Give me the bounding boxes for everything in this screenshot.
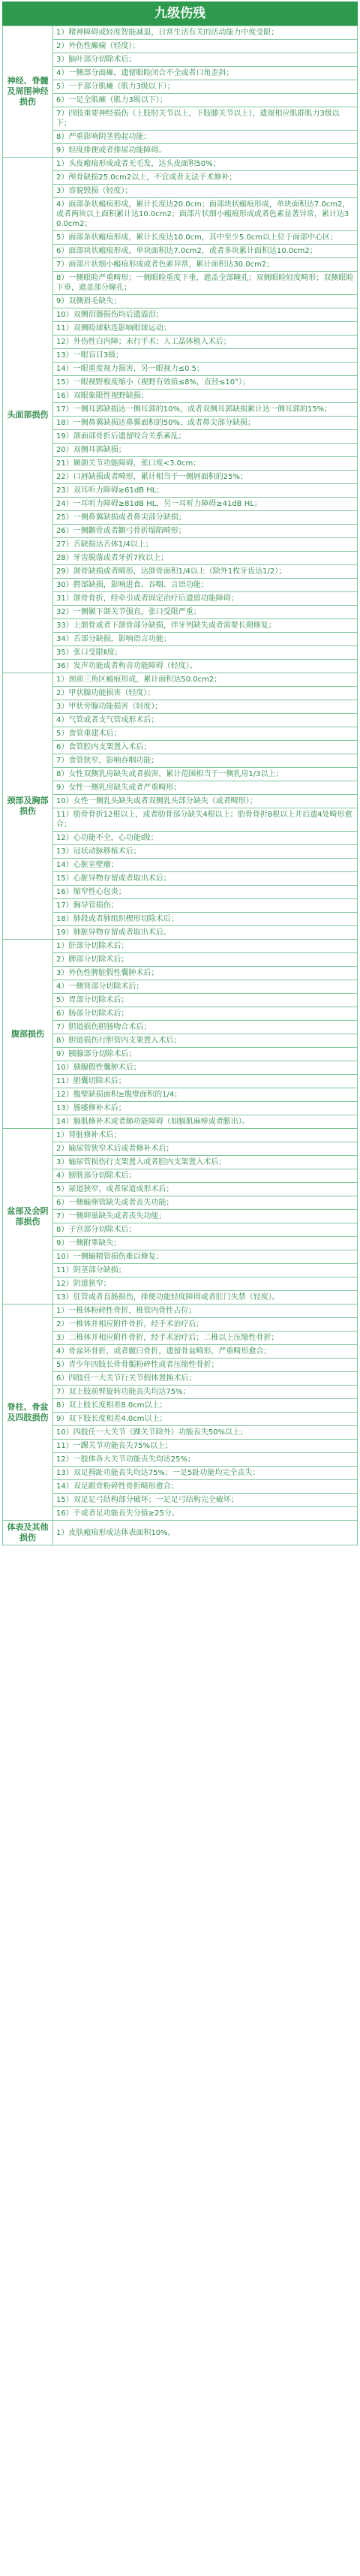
table-row	[3, 525, 358, 538]
table-row	[3, 727, 358, 741]
criteria-item: 14）膈肌修补术或者肺功能障碍（如膈肌麻痹或者膨出）。	[53, 1115, 358, 1129]
table-row	[3, 144, 358, 158]
table-row	[3, 606, 358, 619]
table-row	[3, 808, 358, 832]
table-row	[3, 1210, 358, 1223]
criteria-item: 13）双足拇趾功能丧失均达75%；一足5趾功能均完全丧失；	[53, 1467, 358, 1480]
table-row	[3, 1453, 358, 1467]
criteria-item: 10）双侧泪器损伤均后遗溢泪；	[53, 308, 358, 322]
table-row	[3, 430, 358, 444]
table-row	[3, 859, 358, 872]
table-row	[3, 1318, 358, 1332]
criteria-item: 1）颈前三角区瘢痕形成，累计面积达50.0cm2；	[53, 673, 358, 687]
criteria-item: 10）四肢任一大关节（踝关节除外）功能丧失50%以上；	[53, 1426, 358, 1440]
table-row	[3, 1142, 358, 1156]
criteria-item: 35）张口受限Ⅱ度；	[53, 646, 358, 660]
table-row	[3, 198, 358, 231]
table-row	[3, 471, 358, 484]
table-row	[3, 579, 358, 592]
table-row	[3, 1507, 358, 1521]
criteria-item: 20）双侧耳郭缺损；	[53, 444, 358, 457]
table-row	[3, 1386, 358, 1399]
criteria-item: 3）二椎体并相应附件骨折，经手术治疗后；二椎以上压缩性骨折；	[53, 1332, 358, 1345]
table-row	[3, 67, 358, 80]
criteria-item: 15）双足足弓结构部分破坏；一足足弓结构完全破坏；	[53, 1494, 358, 1507]
criteria-item: 4）一侧部分面瘫，遗留眼睑闭合不全或者口角歪斜；	[53, 67, 358, 80]
table-row	[3, 872, 358, 886]
criteria-item: 17）胸导管损伤；	[53, 899, 358, 913]
criteria-item: 19）肺脏异物存留或者取出术后。	[53, 926, 358, 940]
criteria-item: 23）双耳听力障碍≥61dB HL；	[53, 484, 358, 498]
table-row	[3, 1494, 358, 1507]
criteria-item: 3）甲状旁腺功能损害（轻度）；	[53, 700, 358, 714]
table-row	[3, 1196, 358, 1210]
criteria-item: 32）一侧颞下颌关节强直，张口受限严重；	[53, 606, 358, 619]
criteria-item: 1）肾脏修补术后；	[53, 1129, 358, 1142]
table-row	[3, 457, 358, 471]
criteria-item: 2）输尿管狭窄术后或者修补术后；	[53, 1142, 358, 1156]
table-row	[3, 107, 358, 131]
criteria-item: 11）双侧睑球粘连影响眼球运动；	[53, 322, 358, 336]
table-row	[3, 592, 358, 606]
criteria-item: 16）手或者足功能丧失分值≥25分。	[53, 1507, 358, 1521]
criteria-item: 7）双上肢前臂旋转功能丧失均达75%；	[53, 1386, 358, 1399]
table-row	[3, 1250, 358, 1264]
section-label: 神经、脊髓及周围神经损伤	[3, 26, 53, 158]
table-row	[3, 40, 358, 53]
table-row	[3, 1372, 358, 1386]
table-row	[3, 94, 358, 107]
table-row	[3, 1115, 358, 1129]
table-row	[3, 565, 358, 579]
table-row	[3, 1305, 358, 1318]
table-row	[3, 1277, 358, 1291]
criteria-item: 34）舌部分缺损，影响语言功能；	[53, 633, 358, 646]
criteria-item: 6）四肢任一大关节行关节假体置换术后；	[53, 1372, 358, 1386]
criteria-item: 25）一侧鼻翼缺损或者鼻尖部分缺损；	[53, 511, 358, 525]
criteria-item: 7）食管狭窄，影响吞咽功能；	[53, 754, 358, 768]
table-row	[3, 185, 358, 198]
table-row	[3, 1183, 358, 1196]
criteria-item: 27）舌缺损达舌体1/4以上；	[53, 538, 358, 552]
table-row	[3, 171, 358, 185]
criteria-item: 5）一手部分肌瘫（肌力3级以下）；	[53, 80, 358, 94]
criteria-item: 22）口唇缺损或者畸形，累计相当于一侧唇面积的25%；	[53, 471, 358, 484]
criteria-item: 10）女性一侧乳头缺失或者双侧乳头部分缺失（或者畸形）；	[53, 795, 358, 808]
table-row	[3, 1480, 358, 1494]
criteria-item: 12）腹壁缺损面积≥腹壁面积的1/4；	[53, 1088, 358, 1102]
table-row	[3, 131, 358, 144]
criteria-item: 1）皮肤瘢痕形成达体表面积10%。	[53, 1521, 358, 1545]
criteria-item: 2）甲状腺功能损害（轻度）；	[53, 687, 358, 700]
criteria-item: 21）颞颌关节功能障碍，张口度<3.0cm；	[53, 457, 358, 471]
criteria-item: 24）一耳听力障碍≥81dB HL，另一耳听力障碍≥41dB HL；	[53, 498, 358, 511]
criteria-item: 2）一椎体并相应附件骨折，经手术治疗后；	[53, 1318, 358, 1332]
criteria-item: 10）胰腺假性囊肿术后；	[53, 1061, 358, 1075]
criteria-item: 14）双足跟骨粉碎性骨折畸形愈合；	[53, 1480, 358, 1494]
table-row	[3, 1129, 358, 1142]
criteria-item: 9）一侧附睾缺失；	[53, 1237, 358, 1250]
table-row	[3, 899, 358, 913]
table-row	[3, 1521, 358, 1545]
table-row	[3, 781, 358, 795]
table-row	[3, 1359, 358, 1372]
criteria-item: 3）容貌毁损（轻度）；	[53, 185, 358, 198]
criteria-item: 1）精神障碍或轻度智能减退，日常生活有关的活动能力中度受限；	[53, 26, 358, 40]
criteria-item: 7）四肢重要神经损伤（上肢肘关节以上，下肢膝关节以上），遗留相应肌群肌力3级以下；	[53, 107, 358, 131]
table-row	[3, 913, 358, 926]
table-row	[3, 1264, 358, 1277]
table-row	[3, 886, 358, 899]
criteria-item: 8）子宫部分切除术后；	[53, 1223, 358, 1237]
table-row	[3, 80, 358, 94]
criteria-item: 15）一眼视野极度缩小（视野有效值≤8%，直径≤10°）；	[53, 376, 358, 390]
criteria-item: 13）一眼盲目3级；	[53, 349, 358, 363]
criteria-item: 6）食管腔内支架置入术后；	[53, 741, 358, 754]
table-row	[3, 1021, 358, 1034]
table-row	[3, 754, 358, 768]
table-row	[3, 552, 358, 565]
table-row	[3, 158, 358, 171]
table-row	[3, 484, 358, 498]
criteria-item: 8）双上肢长度相差8.0cm以上；	[53, 1399, 358, 1413]
table-row	[3, 258, 358, 272]
criteria-item: 4）气管或者支气管成形术后；	[53, 714, 358, 727]
table-row	[3, 1061, 358, 1075]
page-title: 九级伤残	[2, 2, 358, 26]
table-row	[3, 1007, 358, 1021]
criteria-item: 8）女性双侧乳房缺失或者损害，累计范围相当于一侧乳房1/3以上；	[53, 768, 358, 781]
table-row	[3, 714, 358, 727]
criteria-item: 31）颌骨骨折，经牵引或者固定治疗后遗留功能障碍；	[53, 592, 358, 606]
section-label: 盆部及会阴部损伤	[3, 1129, 53, 1305]
criteria-item: 28）牙齿脱落或者牙折7枚以上；	[53, 552, 358, 565]
table-row	[3, 845, 358, 859]
table-row	[3, 1088, 358, 1102]
criteria-item: 8）一侧眼睑严重畸形；一侧眼睑重度下垂，遮盖全部瞳孔；双侧眼睑轻度畸形；双侧眼睑下垂，遮盖部分瞳孔；	[53, 272, 358, 295]
table-row	[3, 926, 358, 940]
criteria-item: 12）心功能不全，心功能Ⅰ级；	[53, 832, 358, 845]
table-row	[3, 322, 358, 336]
criteria-item: 14）一眼重度视力损害，另一眼视力≤0.5；	[53, 363, 358, 376]
criteria-item: 1）头皮瘢痕形成或者无毛发，达头皮面积50%；	[53, 158, 358, 171]
criteria-item: 11）肋骨骨折12根以上，或者肋骨部分缺失4根以上；肋骨骨折8根以上并后遗4处畸形愈合；	[53, 808, 358, 832]
section-label: 头面部损伤	[3, 158, 53, 673]
table-row	[3, 994, 358, 1007]
criteria-item: 5）青少年四肢长骨骨骺粉碎性或者压缩性骨折；	[53, 1359, 358, 1372]
criteria-item: 7）胆道损伤胆肠吻合术后；	[53, 1021, 358, 1034]
table-row	[3, 633, 358, 646]
table-row	[3, 673, 358, 687]
table-row	[3, 538, 358, 552]
table-row	[3, 231, 358, 245]
table-row	[3, 376, 358, 390]
criteria-item: 6）一侧输卵管缺失或者丧失功能；	[53, 1196, 358, 1210]
criteria-item: 15）心脏异物存留或者取出术后；	[53, 872, 358, 886]
criteria-item: 16）双眼象限性视野缺损；	[53, 390, 358, 403]
criteria-item: 11）胆囊切除术后；	[53, 1075, 358, 1088]
table-row	[3, 1440, 358, 1453]
table-row	[3, 1467, 358, 1480]
criteria-item: 13）肛管或者直肠损伤，排便功能轻度障碍或者肛门失禁（轻度）。	[53, 1291, 358, 1305]
table-row	[3, 660, 358, 673]
criteria-item: 4）膀胱部分切除术后；	[53, 1169, 358, 1183]
criteria-item: 12）阴道狭窄；	[53, 1277, 358, 1291]
table-row	[3, 1345, 358, 1359]
criteria-item: 36）发声功能或者构音功能障碍（轻度）。	[53, 660, 358, 673]
table-row	[3, 1075, 358, 1088]
criteria-item: 12）外伤性白内障；未行手术；人工晶体植入术后；	[53, 336, 358, 349]
criteria-item: 18）一侧鼻翼缺损达鼻翼面积的50%，或者鼻尖部分缺损；	[53, 417, 358, 430]
table-row	[3, 1048, 358, 1061]
section-label: 脊柱、骨盆及四肢损伤	[3, 1305, 53, 1521]
table-row	[3, 336, 358, 349]
criteria-item: 33）上颌骨或者下颌骨部分缺损，伴牙列缺失或者需要长期修复；	[53, 619, 358, 633]
criteria-item: 5）胃部分切除术后；	[53, 994, 358, 1007]
table-row	[3, 26, 358, 40]
criteria-item: 7）面部片状细小瘢痕形成或者色素异常，累计面积达30.0cm2；	[53, 258, 358, 272]
criteria-item: 2）外伤性癫痫（轻度）；	[53, 40, 358, 53]
section-label: 腹部损伤	[3, 940, 53, 1129]
table-row	[3, 1034, 358, 1048]
criteria-item: 5）尿道狭窄，或者尿道成形术后；	[53, 1183, 358, 1196]
criteria-item: 6）一足全肌瘫（肌力3级以下）；	[53, 94, 358, 107]
table-row	[3, 403, 358, 417]
table-row	[3, 1332, 358, 1345]
criteria-item: 4）骨盆环骨折，或者髋臼骨折，遗留骨盆畸形，严重畸形愈合；	[53, 1345, 358, 1359]
criteria-item: 19）颌面部骨折后遗留咬合关系紊乱；	[53, 430, 358, 444]
criteria-item: 8）胆道损伤行胆管内支架置入术后；	[53, 1034, 358, 1048]
criteria-item: 13）冠状动脉移植术后；	[53, 845, 358, 859]
table-row	[3, 980, 358, 994]
criteria-item: 12）一肢体各大关节功能丧失均达25%；	[53, 1453, 358, 1467]
criteria-item: 11）阴茎部分缺损；	[53, 1264, 358, 1277]
criteria-item: 30）腭部缺损，影响进食、吞咽、言语功能；	[53, 579, 358, 592]
table-row	[3, 417, 358, 430]
criteria-item: 16）缩窄性心包炎；	[53, 886, 358, 899]
section-label: 颈部及胸部损伤	[3, 673, 53, 940]
table-row	[3, 1102, 358, 1115]
criteria-item: 11）一踝关节功能丧失75%以上；	[53, 1440, 358, 1453]
criteria-item: 9）双侧眉毛缺失；	[53, 295, 358, 308]
criteria-item: 6）面部块状瘢痕形成，单块面积达7.0cm2，或者多块累计面积达10.0cm2；	[53, 245, 358, 258]
criteria-item: 7）一侧卵巢缺失或者丧失功能；	[53, 1210, 358, 1223]
table-row	[3, 967, 358, 980]
criteria-item: 4）一侧肾部分切除术后；	[53, 980, 358, 994]
criteria-item: 4）面部条状瘢痕形成，累计长度达20.0cm；面部块状瘢痕形成，单块面积达7.0cm2，或者两块以上面积累计达10.0cm2；面部片状细小瘢痕形成或者色素显著异常，累计达30.0cm2；	[53, 198, 358, 231]
table-row	[3, 363, 358, 376]
table-row	[3, 308, 358, 322]
criteria-item: 3）外伤性脾脏假性囊肿术后；	[53, 967, 358, 980]
table-row	[3, 53, 358, 67]
criteria-item: 3）脑叶部分切除术后；	[53, 53, 358, 67]
table-row	[3, 1399, 358, 1413]
table-row	[3, 498, 358, 511]
criteria-item: 5）面部条状瘢痕形成，累计长度达10.0cm，其中至少5.0cm以上位于面部中心区；	[53, 231, 358, 245]
criteria-item: 9）女性一侧乳房缺失或者严重畸形；	[53, 781, 358, 795]
table-row	[3, 272, 358, 295]
table-body	[3, 26, 358, 1545]
table-row	[3, 940, 358, 953]
table-row	[3, 390, 358, 403]
criteria-item: 29）颌骨缺损或者畸形，达颌骨面积1/4以上（除外1枚牙齿达1/2）；	[53, 565, 358, 579]
table-row	[3, 1169, 358, 1183]
table-row	[3, 1291, 358, 1305]
table-row	[3, 444, 358, 457]
criteria-item: 17）一侧耳郭缺损达一侧耳郭的10%，或者双侧耳郭缺损累计达一侧耳郭的15%；	[53, 403, 358, 417]
criteria-item: 18）肺段或者肺组织楔形切除术后；	[53, 913, 358, 926]
criteria-item: 10）一侧输精管损伤难以修复；	[53, 1250, 358, 1264]
table-row	[3, 1237, 358, 1250]
criteria-item: 13）肠瘘修补术后；	[53, 1102, 358, 1115]
table-row	[3, 795, 358, 808]
criteria-item: 9）轻度排便或者排尿功能障碍。	[53, 144, 358, 158]
table-row	[3, 768, 358, 781]
table-row	[3, 1223, 358, 1237]
table-row	[3, 687, 358, 700]
table-row	[3, 832, 358, 845]
criteria-item: 14）心脏室壁瘤；	[53, 859, 358, 872]
criteria-item: 9）胰腺部分切除术后；	[53, 1048, 358, 1061]
table-row	[3, 349, 358, 363]
table-row	[3, 1413, 358, 1426]
criteria-item: 9）双下肢长度相差4.0cm以上；	[53, 1413, 358, 1426]
criteria-item: 2）颅骨缺损25.0cm2以上，不宜或者无法手术修补；	[53, 171, 358, 185]
table-row	[3, 646, 358, 660]
section-label: 体表及其他损伤	[3, 1521, 53, 1545]
criteria-item: 8）严重影响阴茎勃起功能；	[53, 131, 358, 144]
table-row	[3, 741, 358, 754]
criteria-item: 26）一侧颧骨或者颧弓骨折塌陷畸形；	[53, 525, 358, 538]
table-row	[3, 295, 358, 308]
table-row	[3, 953, 358, 967]
criteria-item: 1）肝部分切除术后；	[53, 940, 358, 953]
criteria-item: 2）脾部分切除术后；	[53, 953, 358, 967]
criteria-item: 1）一椎体粉碎性骨折，椎管内骨性占位；	[53, 1305, 358, 1318]
table-row	[3, 619, 358, 633]
table-row	[3, 1426, 358, 1440]
table-row	[3, 700, 358, 714]
table-row	[3, 511, 358, 525]
document-page	[2, 2, 358, 2573]
criteria-item: 3）输尿管损伤行支架置入或者腔内支架置入术后；	[53, 1156, 358, 1169]
table-row	[3, 1156, 358, 1169]
criteria-item: 5）食管重建术后；	[53, 727, 358, 741]
criteria-item: 6）肠部分切除术后；	[53, 1007, 358, 1021]
table-row	[3, 245, 358, 258]
disability-table	[2, 26, 358, 1545]
